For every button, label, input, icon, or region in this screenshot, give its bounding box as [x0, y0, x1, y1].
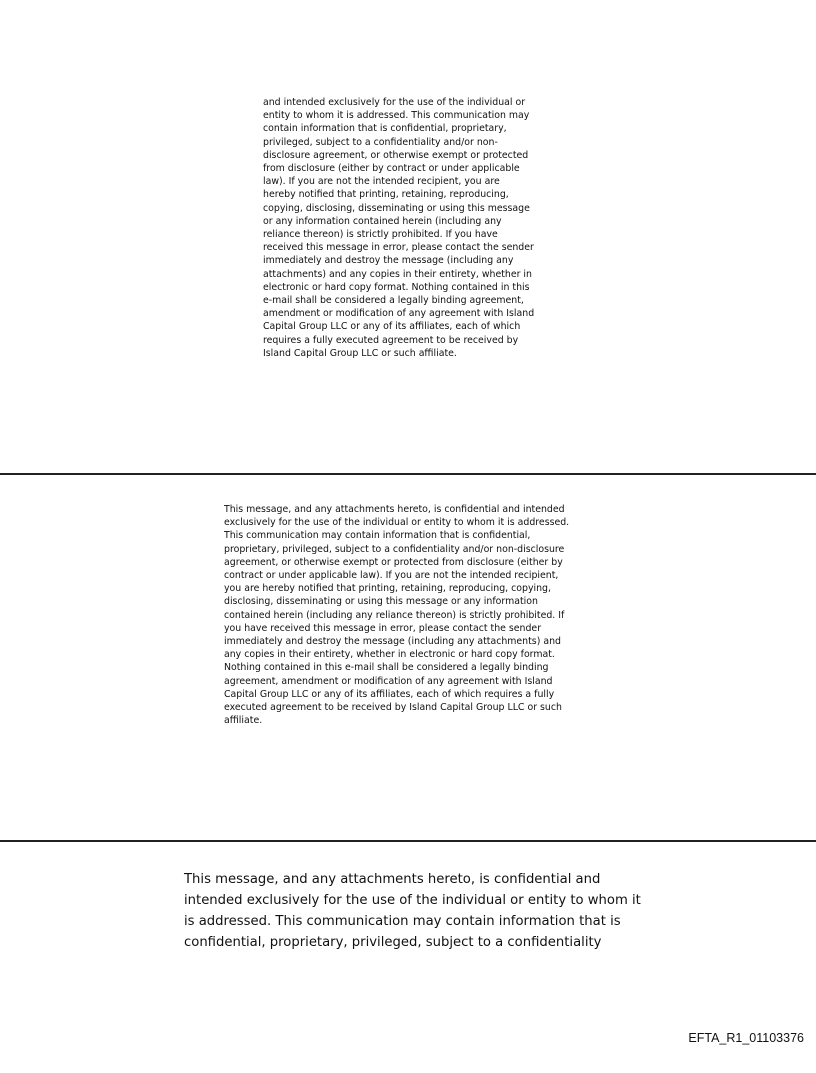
divider-top [0, 473, 816, 475]
document-id-label: EFTA_R1_01103376 [688, 1031, 804, 1045]
disclaimer-text-bottom: This message, and any attachments hereto, is confidential and intended exclusively for the use of the individual or entity to whom it is addressed. This communication may contain information that is confidential, proprietary, privileged, subject to a confidentiality [184, 872, 641, 950]
divider-bottom [0, 840, 816, 842]
disclaimer-text-middle: This message, and any attachments hereto, is confidential and intended exclusively for the use of the individual or entity to whom it is addressed. This communication may contain information that is confidential, proprietary, privileged, subject to a confidentiality and/or non-disclosure agreement, or otherwise exempt or protected from disclosure (either by contract or under applicable law). If you are not the intended recipient, you are hereby notified that printing, retaining, reproducing, copying, disclosing, disseminating or using this message or any information contained herein (including any reliance thereon) is strictly prohibited. If you have received this message in error, please contact the sender immediately and destroy the message (including any attachments) and any copies in their entirety, whether in electronic or hard copy format. Nothing contained in this e-mail shall be considered a legally binding agreement, amendment or modification of any agreement with Island Capital Group LLC or any of its affiliates, each of which requires a fully executed agreement to be received by Island Capital Group LLC or such affiliate. [224, 504, 570, 727]
disclaimer-text-top: and intended exclusively for the use of the individual or entity to whom it is addressed. This communication may contain information that is confidential, proprietary, privileged, subject to a confidentiality and/or non- disclosure agreement, or otherwise exempt or protected from disclosure (either by contract or under applicable law). If you are not the intended recipient, you are hereby notified that printing, retaining, reproducing, copying, disclosing, disseminating or using this message or any information contained herein (including any reliance thereon) is strictly prohibited. If you have received this message in error, please contact the sender immediately and destroy the message (including any attachments) and any copies in their entirety, whether in electronic or hard copy format. Nothing contained in this e-mail shall be considered a legally binding agreement, amendment or modification of any agreement with Island Capital Group LLC or any of its affiliates, each of which requires a fully executed agreement to be received by Island Capital Group LLC or such affiliate. [263, 97, 535, 359]
